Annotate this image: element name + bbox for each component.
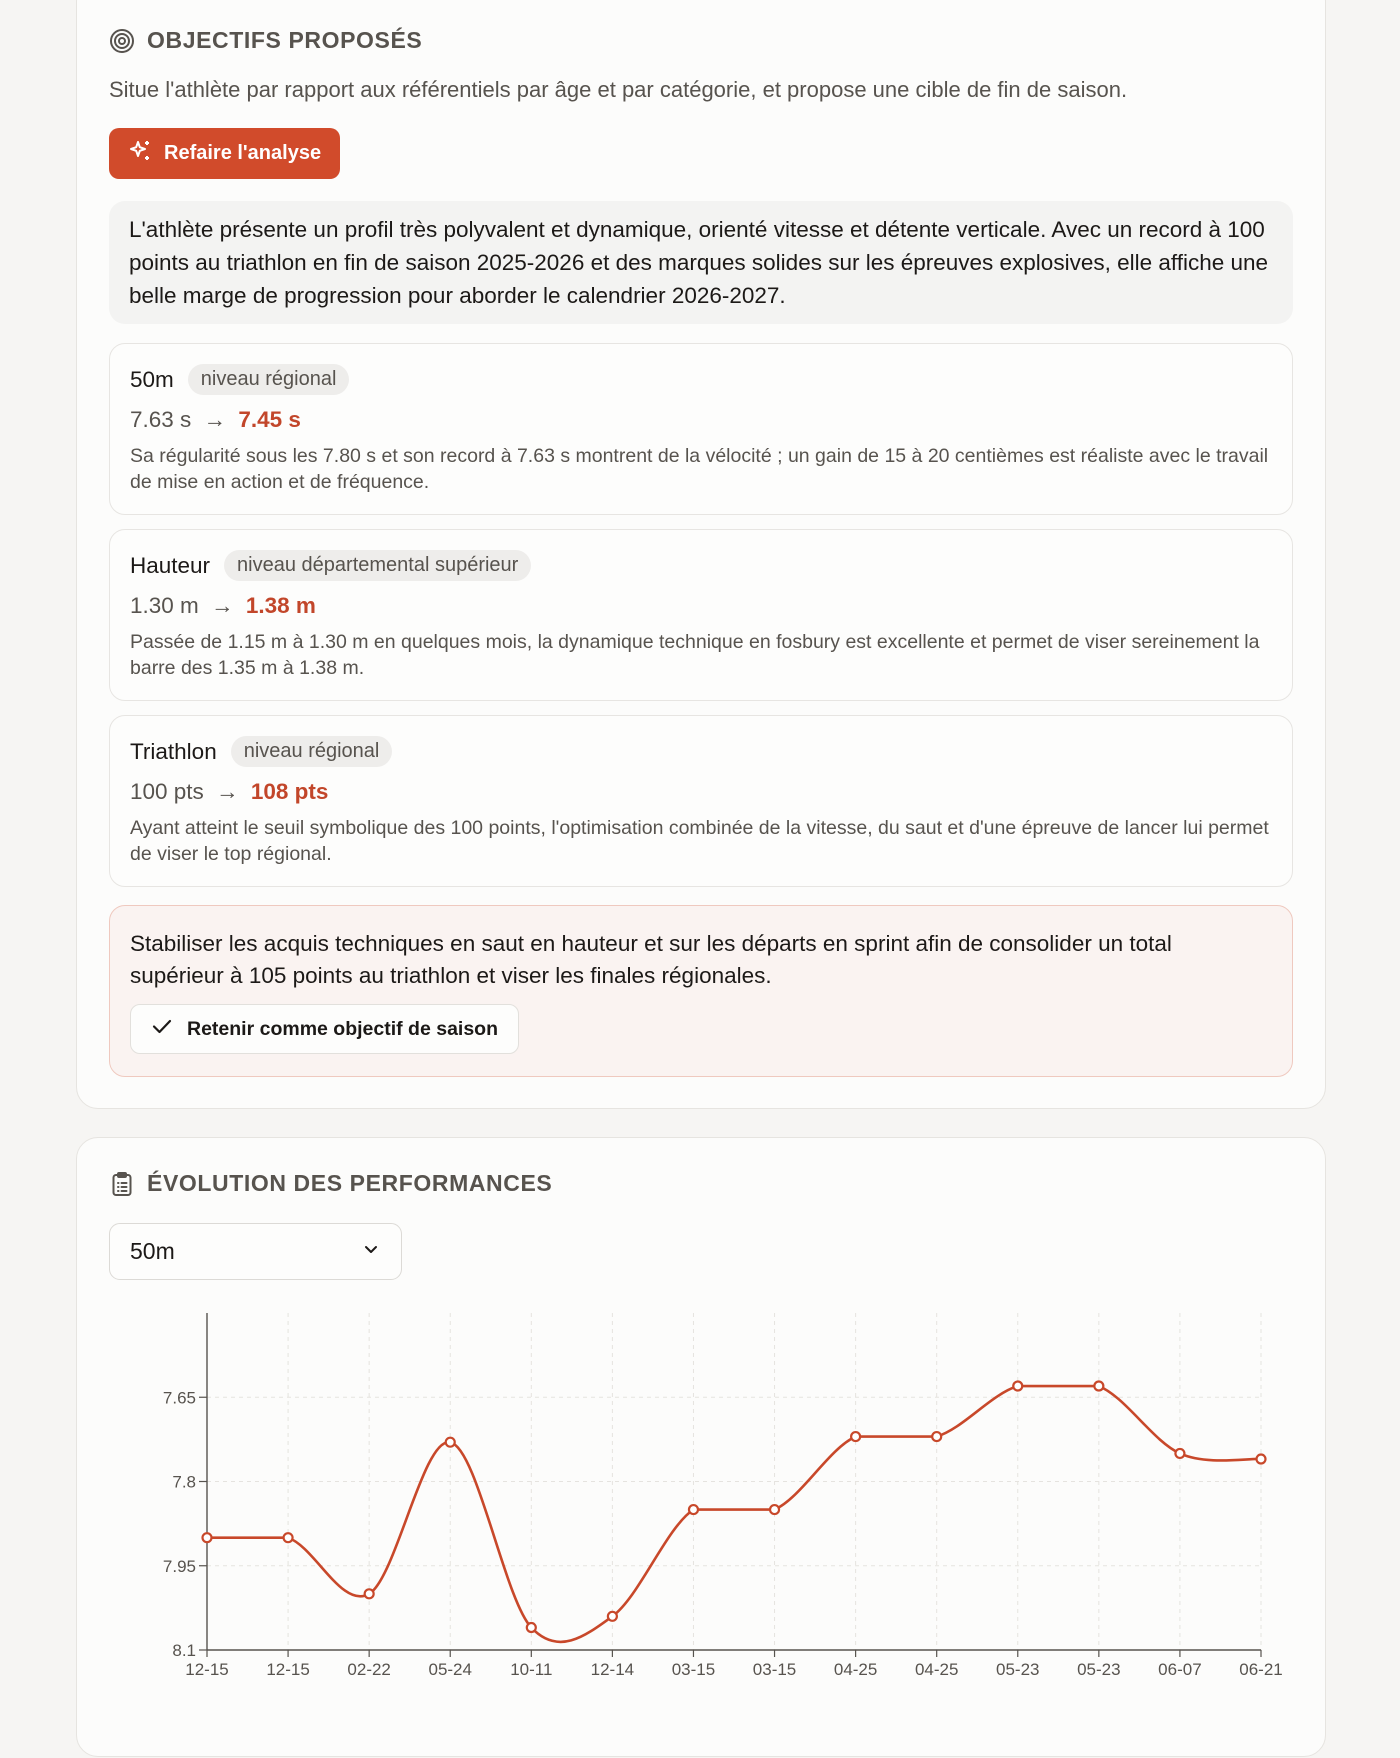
x-tick-label: 12-15 [185, 1660, 229, 1679]
data-point [527, 1623, 536, 1632]
x-tick-label: 05-23 [996, 1660, 1040, 1679]
data-point [1175, 1449, 1184, 1458]
data-point [851, 1432, 860, 1441]
y-tick-label: 8.1 [172, 1641, 196, 1660]
goal-value: 7.45 s [238, 407, 301, 432]
target-note: Sa régularité sous les 7.80 s et son record à 7.63 s montrent de la vélocité ; un gain de 15 à 20 centièmes est réaliste avec le travail de mise en action et de fréquence. [130, 445, 1269, 493]
data-point [365, 1589, 374, 1598]
series-line [207, 1386, 1261, 1642]
x-tick-label: 03-15 [671, 1660, 716, 1679]
x-tick-label: 10-11 [510, 1660, 553, 1679]
x-tick-label: 12-14 [590, 1660, 635, 1679]
data-point [770, 1505, 779, 1514]
x-tick-label: 04-25 [833, 1660, 878, 1679]
x-tick-label: 05-24 [428, 1660, 472, 1679]
target-values [130, 407, 301, 433]
reanalyze-label: Refaire l'analyse [164, 142, 322, 164]
reanalyze-button[interactable] [109, 128, 340, 179]
performance-chart [77, 1138, 1327, 1758]
event-select-value: 50m [130, 1238, 175, 1264]
y-tick-label: 7.95 [162, 1556, 196, 1576]
retain-goal-label: Retenir comme objectif de saison [187, 1017, 499, 1040]
target-note: Ayant atteint le seuil symbolique des 100 points, l'optimisation combinée de la vitesse, du saut et d'une épreuve de lancer lui permet de viser le top régional. [130, 817, 1269, 865]
season-goal-text: Stabiliser les acquis techniques en saut en hauteur et sur les départs en sprint afin de consolider un total supérieur à 105 points au triathlon et viser les finales régionales. [130, 931, 1172, 988]
level-badge: niveau départemental supérieur [224, 550, 531, 581]
x-tick-label: 12-15 [266, 1660, 310, 1679]
goal-value: 1.38 m [245, 593, 316, 618]
target-card-hauteur [109, 529, 1293, 701]
objectives-card [76, 0, 1326, 1109]
x-tick-label: 06-07 [1158, 1660, 1202, 1679]
x-tick-label: 06-21 [1239, 1660, 1283, 1679]
data-point [446, 1438, 455, 1447]
objectives-header [109, 27, 422, 54]
target-card-triathlon [109, 715, 1293, 887]
retain-goal-button[interactable] [130, 1004, 519, 1054]
objectives-subtitle: Situe l'athlète par rapport aux référentiels par âge et par catégorie, et propose une cible de fin de saison. [109, 77, 1128, 102]
target-values [130, 593, 316, 619]
data-point [608, 1612, 617, 1621]
data-point [932, 1432, 941, 1441]
target-note: Passée de 1.15 m à 1.30 m en quelques mois, la dynamique technique en fosbury est excellente et permet de viser sereinement la barre des 1.35 m à 1.38 m. [130, 631, 1260, 679]
data-point [1257, 1455, 1266, 1464]
objectives-title: OBJECTIFS PROPOSÉS [147, 27, 423, 53]
goal-value: 108 pts [250, 779, 329, 804]
y-tick-label: 7.8 [172, 1472, 196, 1492]
evolution-card [76, 1137, 1326, 1757]
level-badge: niveau régional [231, 736, 393, 767]
current-value: 1.30 m [130, 593, 199, 618]
analysis-summary: L'athlète présente un profil très polyvalent et dynamique, orienté vitesse et détente verticale. Avec un record à 100 points au triathlon en fin de saison 2025-2026 et des marques solides sur les épreuves explosives, elle affiche une belle marge de progression pour aborder le calendrier 2026-2027. [109, 201, 1293, 324]
data-point [203, 1533, 212, 1542]
arrow-right-icon: → [216, 779, 239, 804]
check-icon [151, 1015, 173, 1043]
data-point [1013, 1382, 1022, 1391]
arrow-right-icon: → [203, 407, 227, 432]
target-event-name: Triathlon [130, 738, 217, 764]
current-value: 100 pts [130, 779, 204, 804]
x-tick-label: 05-23 [1077, 1660, 1121, 1679]
level-badge: niveau régional [188, 364, 350, 395]
x-tick-label: 04-25 [914, 1660, 959, 1679]
target-event-name: Hauteur [130, 552, 211, 578]
data-point [284, 1533, 293, 1542]
data-point [689, 1505, 698, 1514]
sparkles-icon [128, 139, 152, 169]
target-icon [109, 28, 135, 54]
target-event-name: 50m [130, 366, 174, 392]
y-tick-label: 7.65 [162, 1388, 196, 1408]
x-tick-label: 03-15 [752, 1660, 797, 1679]
target-card-50m [109, 343, 1293, 515]
target-values [130, 779, 328, 805]
current-value: 7.63 s [130, 407, 192, 432]
x-tick-label: 02-22 [347, 1660, 391, 1679]
arrow-right-icon: → [211, 593, 234, 618]
data-point [1094, 1382, 1103, 1391]
season-goal-box [109, 905, 1293, 1077]
evolution-title: ÉVOLUTION DES PERFORMANCES [147, 1170, 553, 1196]
